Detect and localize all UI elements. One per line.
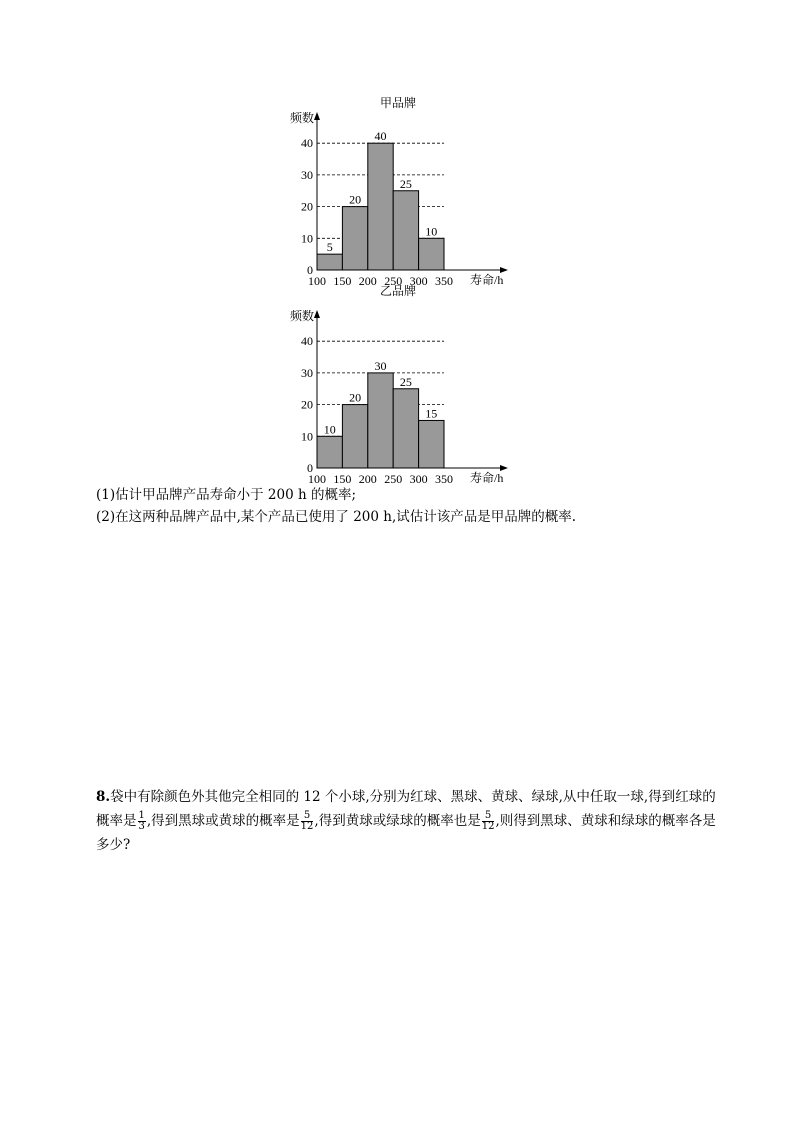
x-tick-label: 300 [409, 472, 428, 486]
x-tick-label: 200 [358, 472, 377, 486]
bar [393, 389, 418, 468]
data-label: 40 [374, 129, 387, 144]
fraction-red-probability [138, 811, 146, 832]
data-label: 30 [374, 358, 387, 373]
x-tick-label: 300 [409, 274, 428, 288]
bar [342, 405, 367, 468]
question-8-text-4: ,则得到黑球、黄球和绿球的概率各是多少? [96, 813, 716, 853]
question-8-text-2: ,得到黑球或黄球的概率是 [146, 813, 300, 829]
data-label: 10 [425, 224, 438, 239]
x-tick-label: 350 [435, 472, 453, 486]
bar [393, 191, 418, 270]
fraction-yellow-or-green-probability [482, 811, 495, 832]
histogram-brand-b [270, 284, 530, 490]
data-label: 5 [326, 240, 333, 255]
x-tick-label: 100 [308, 472, 326, 486]
histogram-brand-a [270, 92, 530, 292]
y-tick-label: 0 [307, 263, 313, 277]
x-tick-label: 150 [333, 472, 352, 486]
question-7-part-1: (1)估计甲品牌产品寿命小于 200 h 的概率; [96, 487, 357, 503]
data-label: 25 [399, 176, 412, 191]
fraction-numerator: 1 [138, 810, 145, 821]
fraction-denominator: 12 [300, 821, 314, 832]
bar [317, 436, 342, 468]
x-tick-label: 250 [384, 472, 403, 486]
x-tick-label: 250 [384, 274, 403, 288]
y-axis-arrow [314, 310, 320, 318]
bar [419, 420, 444, 468]
y-axis-label: 频数 [290, 309, 315, 323]
x-axis-label: 寿命/h [470, 471, 504, 485]
x-tick-label: 200 [358, 274, 377, 288]
y-tick-label: 30 [301, 365, 313, 380]
y-tick-label: 30 [301, 167, 313, 182]
chart-title: 乙品牌 [379, 284, 417, 298]
fraction-numerator: 5 [301, 811, 314, 822]
x-tick-label: 350 [435, 274, 453, 288]
y-tick-label: 20 [301, 397, 313, 412]
y-tick-label: 40 [301, 136, 313, 151]
bar [368, 143, 393, 270]
data-label: 10 [323, 422, 336, 437]
data-label: 20 [349, 390, 362, 405]
y-tick-label: 10 [301, 231, 313, 246]
fraction-denominator: 3 [138, 821, 145, 832]
y-tick-label: 0 [307, 461, 313, 475]
data-label: 20 [349, 192, 362, 207]
y-tick-label: 20 [301, 199, 313, 214]
question-8-number: 8. [96, 789, 111, 805]
fraction-black-or-yellow-probability [301, 811, 314, 832]
bar [317, 254, 342, 270]
fraction-numerator: 5 [482, 811, 495, 822]
bar [368, 373, 393, 468]
y-tick-label: 10 [301, 429, 313, 444]
chart-title: 甲品牌 [379, 96, 417, 110]
bar [342, 207, 367, 270]
bar [419, 238, 444, 270]
x-axis-label: 寿命/h [470, 273, 504, 287]
data-label: 15 [425, 406, 438, 421]
question-8 [96, 785, 716, 857]
question-8-text-1: 袋中有除颜色外其他完全相同的 12 个小球,分别为红球、黑球、黄球、绿球,从中任取一球,得到红球的概率是 [96, 789, 716, 829]
y-tick-label: 40 [301, 334, 313, 349]
fraction-denominator: 12 [481, 821, 495, 832]
question-7-part-2: (2)在这两种品牌产品中,某个产品已使用了 200 h,试估计该产品是甲品牌的概率. [96, 509, 577, 525]
y-axis-arrow [314, 112, 320, 120]
y-axis-label: 频数 [290, 111, 315, 125]
x-tick-label: 100 [308, 274, 326, 288]
question-8-text-3: ,得到黄球或绿球的概率也是 [314, 813, 481, 829]
data-label: 25 [399, 374, 412, 389]
x-tick-label: 150 [333, 274, 352, 288]
